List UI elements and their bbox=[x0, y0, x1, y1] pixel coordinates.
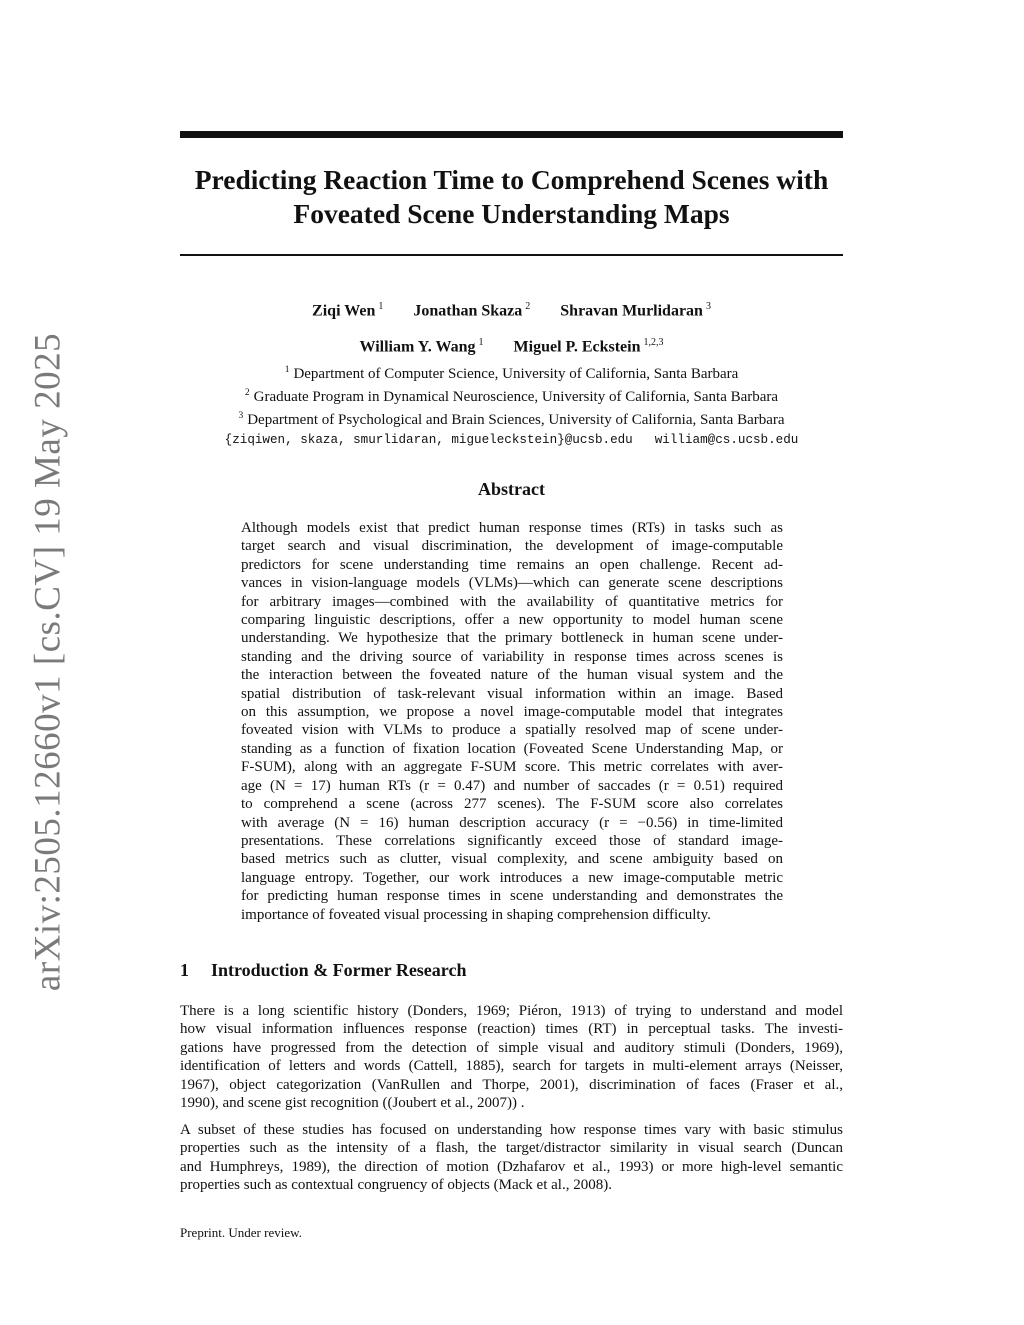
abstract-line: standing as a function of fixation location (Foveated Scene Understanding Map, or bbox=[241, 740, 783, 757]
title-top-rule bbox=[180, 131, 843, 138]
paragraph-line: gations have progressed from the detection of simple visual and auditory stimuli (Donders, 1969), bbox=[180, 1039, 843, 1056]
arxiv-identifier: arXiv:2505.12660v1 [cs.CV] 19 May 2025 bbox=[27, 332, 69, 992]
affiliation-number: 2 bbox=[244, 388, 250, 398]
author-affiliation-mark: 1,2,3 bbox=[643, 337, 664, 348]
paragraph-line: A subset of these studies has focused on understanding how response times vary with basic stimulus bbox=[180, 1122, 843, 1138]
author-name: Shravan Murlidaran bbox=[560, 302, 703, 320]
section-number: 1 bbox=[180, 960, 189, 980]
author-affiliation-mark: 1 bbox=[378, 301, 384, 312]
author-name: Jonathan Skaza bbox=[413, 302, 523, 320]
email-group: {ziqiwen, skaza, smurlidaran, migueleckstein}@ucsb.edu bbox=[224, 433, 633, 447]
title-line-1: Predicting Reaction Time to Comprehend Scenes with bbox=[194, 164, 829, 195]
author-affiliation-mark: 1 bbox=[478, 337, 484, 348]
abstract-line: predictors for scene understanding time remains an open challenge. Recent ad- bbox=[241, 556, 783, 573]
abstract-line: with average (N = 16) human description accuracy (r = −0.56) in time-limited bbox=[241, 814, 783, 831]
section-title: Introduction & Former Research bbox=[211, 960, 467, 980]
paragraph-line: properties such as contextual congruency of objects (Mack et al., 2008). bbox=[180, 1177, 612, 1194]
author-1 bbox=[312, 297, 383, 321]
paragraph-line: how visual information influences response (reaction) times (RT) in perceptual tasks. The investi- bbox=[180, 1021, 843, 1038]
author-affiliation-mark: 2 bbox=[525, 301, 531, 312]
abstract-line: target search and visual discrimination, the development of image-computable bbox=[241, 538, 783, 555]
paragraph-line: properties such as the intensity of a flash, the target/distractor similarity in visual search (Duncan bbox=[180, 1140, 843, 1157]
abstract-line: to comprehend a scene (across 277 scenes). The F-SUM score also correlates bbox=[241, 796, 783, 813]
abstract-heading: Abstract bbox=[478, 479, 545, 499]
abstract-line: Although models exist that predict human response times (RTs) in tasks such as bbox=[241, 520, 783, 536]
abstract-line: understanding. We hypothesize that the primary bottleneck in human scene under- bbox=[241, 630, 783, 647]
affiliation-2 bbox=[180, 384, 843, 407]
author-3 bbox=[560, 297, 711, 321]
intro-paragraph-2 bbox=[180, 1121, 843, 1195]
abstract-line: the interaction between the foveated nature of the human visual system and the bbox=[241, 667, 783, 684]
abstract-line: F-SUM), along with an aggregate F-SUM score. This metric correlates with aver- bbox=[241, 759, 783, 776]
abstract-line: comparing linguistic descriptions, offer a new opportunity to model human scene bbox=[241, 612, 783, 629]
abstract-line: vances in vision-language models (VLMs)—which can generate scene descriptions bbox=[241, 575, 783, 592]
affiliation-text: Department of Computer Science, University of California, Santa Barbara bbox=[293, 366, 739, 382]
author-emails bbox=[180, 431, 843, 450]
preprint-footer: Preprint. Under review. bbox=[180, 1225, 302, 1240]
paragraph-line: and Humphreys, 1989), the direction of motion (Dzhafarov et al., 1993) or more high-level semantic bbox=[180, 1158, 843, 1175]
affiliation-3 bbox=[180, 407, 843, 430]
paper-title bbox=[180, 163, 843, 231]
author-4 bbox=[359, 333, 483, 357]
abstract-line: for predicting human response times in scene understanding and demonstrates the bbox=[241, 888, 783, 905]
author-5 bbox=[514, 333, 664, 357]
author-row-2 bbox=[180, 333, 843, 357]
author-affiliation-mark: 3 bbox=[705, 301, 711, 312]
intro-paragraph-1 bbox=[180, 1002, 843, 1112]
affiliations bbox=[180, 361, 843, 450]
abstract-line: foveated vision with VLMs to produce a spatially resolved map of scene under- bbox=[241, 722, 783, 739]
affiliation-number: 3 bbox=[238, 411, 244, 421]
affiliation-text: Graduate Program in Dynamical Neuroscience, University of California, Santa Barbara bbox=[253, 389, 779, 405]
abstract-line: presentations. These correlations significantly exceed those of standard image- bbox=[241, 832, 783, 849]
abstract-line: importance of foveated visual processing in shaping comprehension difficulty. bbox=[241, 906, 711, 923]
affiliation-text: Department of Psychological and Brain Sciences, University of California, Santa Barbara bbox=[247, 412, 785, 428]
title-bottom-rule bbox=[180, 254, 843, 256]
paragraph-line: 1990), and scene gist recognition ((Joubert et al., 2007)) . bbox=[180, 1095, 525, 1112]
abstract-line: language entropy. Together, our work introduces a new image-computable metric bbox=[241, 869, 783, 886]
abstract-line: standing and the driving source of variability in response times across scenes is bbox=[241, 648, 783, 665]
email-single: william@cs.ucsb.edu bbox=[654, 433, 799, 447]
affiliation-number: 1 bbox=[284, 365, 290, 375]
author-row-1 bbox=[180, 297, 843, 321]
paragraph-line: There is a long scientific history (Donders, 1969; Piéron, 1913) of trying to understand and model bbox=[180, 1003, 843, 1019]
abstract-body bbox=[241, 519, 783, 924]
section-heading-introduction bbox=[180, 959, 466, 981]
abstract-line: spatial distribution of task-relevant visual information within an image. Based bbox=[241, 685, 783, 702]
abstract-line: for arbitrary images—combined with the availability of quantitative metrics for bbox=[241, 593, 783, 610]
paragraph-line: 1967), object categorization (VanRullen and Thorpe, 2001), discrimination of faces (Fraser et al., bbox=[180, 1076, 843, 1093]
abstract-line: based metrics such as clutter, visual complexity, and scene ambiguity based on bbox=[241, 851, 783, 868]
affiliation-1 bbox=[180, 361, 843, 384]
author-name: William Y. Wang bbox=[359, 338, 476, 356]
author-name: Miguel P. Eckstein bbox=[513, 338, 641, 356]
author-name: Ziqi Wen bbox=[312, 302, 376, 320]
abstract-line: age (N = 17) human RTs (r = 0.47) and number of saccades (r = 0.51) required bbox=[241, 777, 783, 794]
paragraph-line: identification of letters and words (Cattell, 1885), search for targets in multi-element arrays (Neisser, bbox=[180, 1058, 843, 1075]
abstract-line: on this assumption, we propose a novel image-computable model that integrates bbox=[241, 704, 783, 721]
author-2 bbox=[413, 297, 530, 321]
title-line-2: Foveated Scene Understanding Maps bbox=[293, 198, 730, 229]
